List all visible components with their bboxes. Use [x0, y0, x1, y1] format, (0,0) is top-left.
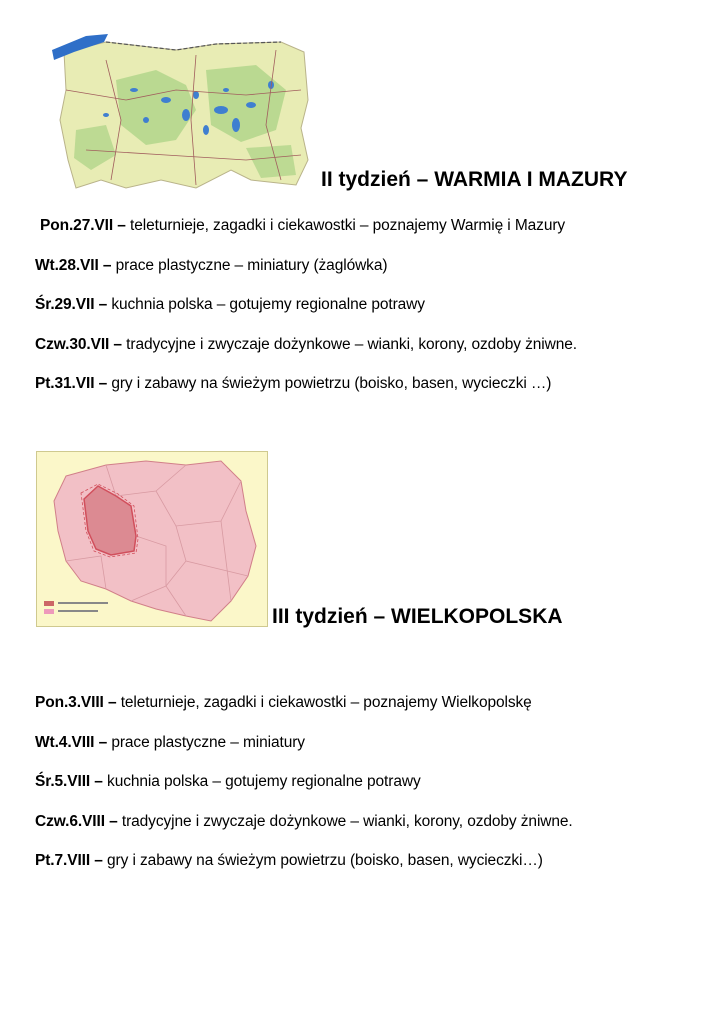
activity-text: tradycyjne i zwyczaje dożynkowe – wianki, korony, ozdoby żniwne.: [117, 813, 573, 830]
day-label: Śr.29.VII –: [35, 296, 108, 313]
week2-heading: II tydzień – WARMIA I MAZURY: [321, 168, 628, 191]
activity-text: tradycyjne i zwyczaje dożynkowe – wianki, korony, ozdoby żniwne.: [121, 336, 577, 353]
day-label: Czw.30.VII –: [35, 336, 122, 353]
week3-heading: III tydzień – WIELKOPOLSKA: [272, 605, 563, 628]
day-label: Czw.6.VIII –: [35, 813, 118, 830]
activity-text: gry i zabawy na świeżym powietrzu (boisko, basen, wycieczki …): [107, 375, 552, 392]
week2-item-mon: [40, 217, 565, 235]
week2-item-wed: [35, 296, 425, 314]
activity-text: gry i zabawy na świeżym powietrzu (boisko, basen, wycieczki…): [102, 852, 543, 869]
activity-text: prace plastyczne – miniatury (żaglówka): [111, 257, 388, 274]
day-label: Śr.5.VIII –: [35, 773, 103, 790]
wielkopolska-map-icon: [36, 451, 268, 627]
warmia-mazury-map-icon: [46, 30, 312, 190]
activity-text: teleturnieje, zagadki i ciekawostki – poznajemy Warmię i Mazury: [125, 217, 566, 234]
activity-text: teleturnieje, zagadki i ciekawostki – poznajemy Wielkopolskę: [116, 694, 532, 711]
week3-item-mon: [35, 694, 532, 712]
day-label: Wt.28.VII –: [35, 257, 112, 274]
week2-item-tue: [35, 257, 387, 275]
week3-item-tue: [35, 734, 305, 752]
week3-item-wed: [35, 773, 421, 791]
week3-item-thu: [35, 813, 573, 831]
week2-item-fri: [35, 375, 551, 393]
activity-text: kuchnia polska – gotujemy regionalne potrawy: [107, 296, 425, 313]
week2-item-thu: [35, 336, 577, 354]
activity-text: prace plastyczne – miniatury: [107, 734, 305, 751]
activity-text: kuchnia polska – gotujemy regionalne potrawy: [102, 773, 421, 790]
day-label: Pon.27.VII –: [40, 217, 126, 234]
day-label: Pt.7.VIII –: [35, 852, 103, 869]
week3-item-fri: [35, 852, 543, 870]
day-label: Wt.4.VIII –: [35, 734, 108, 751]
day-label: Pon.3.VIII –: [35, 694, 117, 711]
day-label: Pt.31.VII –: [35, 375, 108, 392]
